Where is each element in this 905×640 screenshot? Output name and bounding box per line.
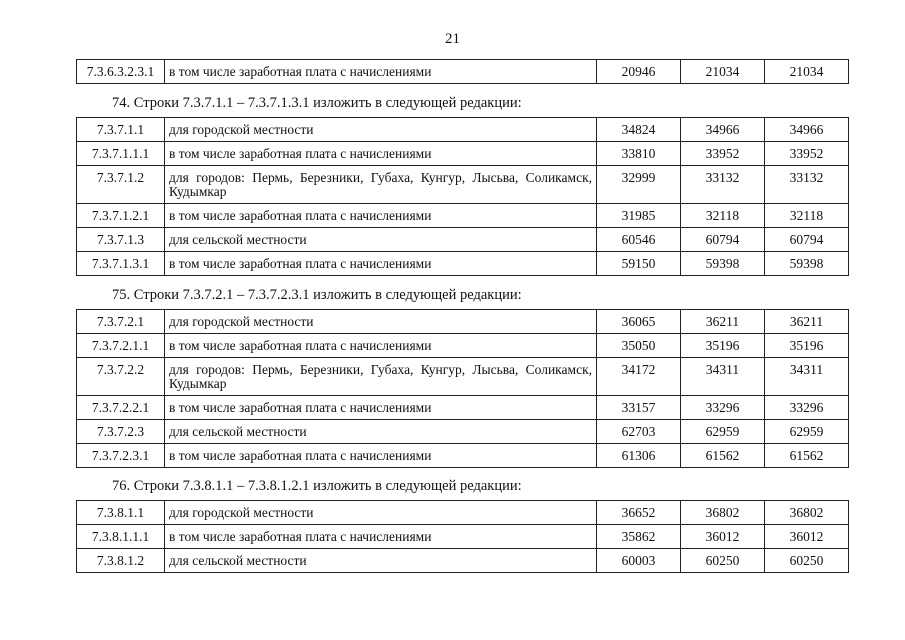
row-value-2: 61562 [681,444,765,468]
row-value-1: 60003 [597,549,681,573]
row-value-3: 60794 [765,228,849,252]
table-block-0 [76,59,849,84]
row-value-2: 36012 [681,525,765,549]
row-description: для сельской местности [165,420,597,444]
row-code: 7.3.7.1.3.1 [77,252,165,276]
row-value-2: 36802 [681,501,765,525]
row-value-2: 33296 [681,396,765,420]
row-value-3: 34966 [765,118,849,142]
row-value-1: 34824 [597,118,681,142]
row-value-3: 36012 [765,525,849,549]
row-code: 7.3.7.1.2.1 [77,204,165,228]
row-value-3: 32118 [765,204,849,228]
row-value-2: 59398 [681,252,765,276]
table-row [77,60,849,84]
row-value-3: 33952 [765,142,849,166]
row-description: для сельской местности [165,228,597,252]
table-row [77,228,849,252]
row-value-3: 62959 [765,420,849,444]
row-code: 7.3.7.2.3 [77,420,165,444]
section-heading: 74. Строки 7.3.7.1.1 – 7.3.7.1.3.1 изложить в следующей редакции: [112,95,522,111]
row-value-2: 62959 [681,420,765,444]
row-code: 7.3.8.1.1.1 [77,525,165,549]
row-value-1: 59150 [597,252,681,276]
row-description: в том числе заработная плата с начислениями [165,60,597,84]
table-row [77,252,849,276]
table-row [77,142,849,166]
row-value-1: 61306 [597,444,681,468]
row-code: 7.3.7.1.1 [77,118,165,142]
row-description: в том числе заработная плата с начислениями [165,252,597,276]
row-code: 7.3.7.2.2 [77,358,165,396]
row-value-3: 36211 [765,310,849,334]
row-value-1: 32999 [597,166,681,204]
row-description: для городской местности [165,310,597,334]
row-code: 7.3.8.1.2 [77,549,165,573]
row-value-3: 59398 [765,252,849,276]
row-description: в том числе заработная плата с начислениями [165,444,597,468]
row-code: 7.3.6.3.2.3.1 [77,60,165,84]
row-value-3: 21034 [765,60,849,84]
row-value-3: 61562 [765,444,849,468]
row-code: 7.3.7.2.1 [77,310,165,334]
row-code: 7.3.7.1.1.1 [77,142,165,166]
row-value-1: 35862 [597,525,681,549]
row-value-3: 33132 [765,166,849,204]
row-value-2: 36211 [681,310,765,334]
row-value-1: 34172 [597,358,681,396]
row-code: 7.3.7.2.1.1 [77,334,165,358]
row-description: в том числе заработная плата с начислениями [165,396,597,420]
row-value-1: 62703 [597,420,681,444]
row-value-1: 36652 [597,501,681,525]
table-row [77,166,849,204]
row-value-3: 35196 [765,334,849,358]
table-row [77,444,849,468]
row-description: для городской местности [165,118,597,142]
row-value-2: 60794 [681,228,765,252]
row-description: для городской местности [165,501,597,525]
row-value-1: 20946 [597,60,681,84]
table-row [77,549,849,573]
row-description: в том числе заработная плата с начислениями [165,525,597,549]
row-description: для сельской местности [165,549,597,573]
row-value-1: 60546 [597,228,681,252]
table-row [77,420,849,444]
table-row [77,118,849,142]
row-value-2: 33132 [681,166,765,204]
table-row [77,396,849,420]
row-value-2: 34311 [681,358,765,396]
table-row [77,310,849,334]
table-row [77,358,849,396]
row-code: 7.3.7.1.3 [77,228,165,252]
row-value-3: 36802 [765,501,849,525]
page-number: 21 [445,31,460,47]
table-row [77,501,849,525]
row-code: 7.3.7.1.2 [77,166,165,204]
table-row [77,334,849,358]
row-value-3: 60250 [765,549,849,573]
table-block-3 [76,500,849,573]
row-code: 7.3.8.1.1 [77,501,165,525]
row-code: 7.3.7.2.2.1 [77,396,165,420]
section-heading: 75. Строки 7.3.7.2.1 – 7.3.7.2.3.1 изложить в следующей редакции: [112,287,522,303]
row-value-1: 33157 [597,396,681,420]
row-value-3: 33296 [765,396,849,420]
row-value-2: 33952 [681,142,765,166]
row-value-2: 35196 [681,334,765,358]
row-description: для городов: Пермь, Березники, Губаха, Кунгур, Лысьва, Соликамск, Кудымкар [165,358,597,396]
row-value-2: 32118 [681,204,765,228]
table-block-2 [76,309,849,468]
row-description: в том числе заработная плата с начислениями [165,334,597,358]
row-value-3: 34311 [765,358,849,396]
table-row [77,204,849,228]
row-description: в том числе заработная плата с начислениями [165,204,597,228]
row-value-1: 35050 [597,334,681,358]
row-value-2: 60250 [681,549,765,573]
row-value-2: 21034 [681,60,765,84]
table-block-1 [76,117,849,276]
section-heading: 76. Строки 7.3.8.1.1 – 7.3.8.1.2.1 изложить в следующей редакции: [112,478,522,494]
row-value-1: 36065 [597,310,681,334]
row-code: 7.3.7.2.3.1 [77,444,165,468]
row-description: в том числе заработная плата с начислениями [165,142,597,166]
row-value-1: 31985 [597,204,681,228]
row-value-1: 33810 [597,142,681,166]
row-description: для городов: Пермь, Березники, Губаха, Кунгур, Лысьва, Соликамск, Кудымкар [165,166,597,204]
row-value-2: 34966 [681,118,765,142]
table-row [77,525,849,549]
